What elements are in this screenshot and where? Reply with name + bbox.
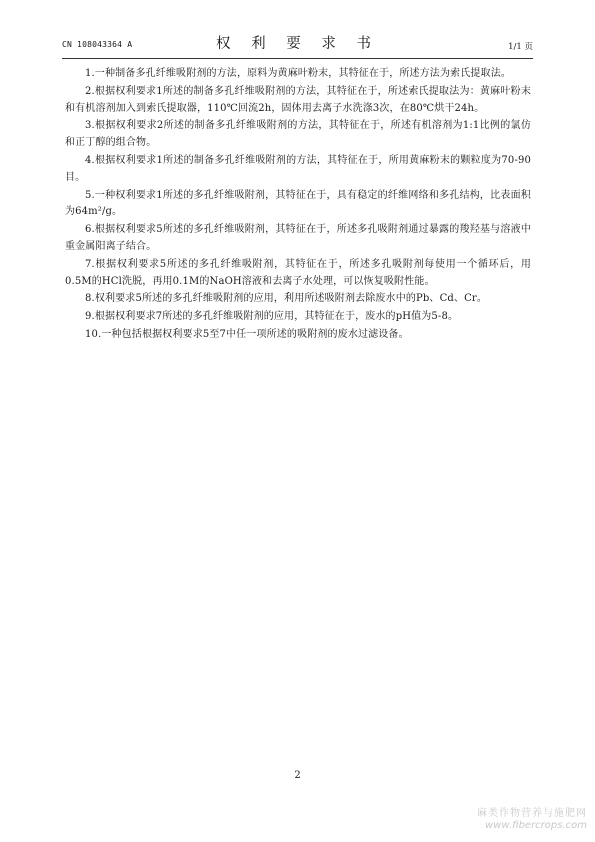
claims-list bbox=[65, 66, 531, 345]
claim-item: 2.根据权利要求1所述的制备多孔纤维吸附剂的方法，其特征在于，所述索氏提取法为：黄麻叶粉末和有机溶剂加入到索氏提取器，110℃回流2h，固体用去离子水洗涤3次，在80℃烘干24h。 bbox=[65, 85, 531, 114]
watermark-url: www.fibercrops.com bbox=[485, 820, 587, 831]
claim-item: 8.权利要求5所述的多孔纤维吸附剂的应用，利用所述吸附剂去除废水中的Pb、Cd、Cr。 bbox=[85, 293, 487, 305]
claim-item: 9.根据权利要求7所述的多孔纤维吸附剂的应用，其特征在于，废水的pH值为5-8。 bbox=[85, 311, 459, 323]
watermark-site-name: 麻类作物营养与施肥网 bbox=[477, 808, 587, 819]
document-header bbox=[62, 32, 533, 58]
claim-item: 5.一种权利要求1所述的多孔纤维吸附剂，其特征在于，具有稳定的纤维网络和多孔结构，比表面积为64m²/g。 bbox=[65, 189, 531, 218]
publication-number: CN 108043364 A bbox=[62, 40, 133, 49]
claim-item: 6.根据权利要求5所述的多孔纤维吸附剂，其特征在于，所述多孔吸附剂通过暴露的羧羟基与溶液中重金属阳离子结合。 bbox=[65, 224, 531, 252]
claim-item: 7.根据权利要求5所述的多孔纤维吸附剂，其特征在于，所述多孔吸附剂每使用一个循环后，用0.5M的HCl洗脱，再用0.1M的NaOH溶液和去离子水处理，可以恢复吸附性能。 bbox=[65, 258, 531, 287]
page-count: 1/1 页 bbox=[508, 42, 533, 52]
claim-item: 4.根据权利要求1所述的制备多孔纤维吸附剂的方法，其特征在于，所用黄麻粉末的颗粒度为70-90目。 bbox=[65, 154, 531, 183]
claim-item: 10.一种包括根据权利要求5至7中任一项所述的吸附剂的废水过滤设备。 bbox=[85, 328, 409, 340]
claim-item: 3.根据权利要求2所述的制备多孔纤维吸附剂的方法，其特征在于，所述有机溶剂为1:1比例的氯仿和正丁醇的组合物。 bbox=[65, 120, 531, 149]
header-divider bbox=[62, 58, 533, 59]
document-title: 权 利 要 求 书 bbox=[216, 36, 379, 52]
page-number: 2 bbox=[294, 770, 301, 781]
claim-item: 1.一种制备多孔纤维吸附剂的方法，原料为黄麻叶粉末，其特征在于，所述方法为索氏提取法。 bbox=[85, 68, 511, 79]
site-watermark bbox=[477, 808, 587, 832]
